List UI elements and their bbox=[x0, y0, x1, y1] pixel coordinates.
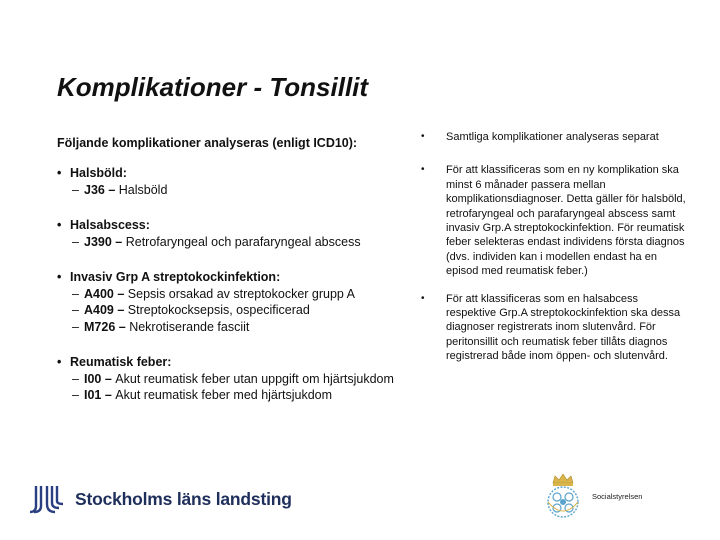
intro-text: Följande komplikationer analyseras (enligt ICD10): bbox=[57, 136, 358, 150]
sll-logo bbox=[30, 484, 292, 514]
diagnosis-description: Akut reumatisk feber utan uppgift om hjärtsjukdom bbox=[115, 371, 394, 386]
diagnosis-description: Halsböld bbox=[118, 182, 168, 197]
category-item bbox=[57, 269, 407, 335]
socialstyrelsen-logo-text: Socialstyrelsen bbox=[592, 491, 643, 501]
category-item bbox=[57, 354, 407, 404]
notes-list bbox=[421, 130, 686, 364]
diagnosis-list bbox=[70, 182, 407, 199]
diagnosis-item bbox=[70, 319, 407, 336]
diagnosis-code: J390 bbox=[84, 234, 112, 249]
diagnosis-separator: – bbox=[101, 388, 116, 402]
socialstyrelsen-logo bbox=[535, 472, 642, 520]
note-item: • För att klassificeras som en halsabcess respektive Grp.A streptokockinfektion ska dessa diagnoser registrerats inom slutenvård. För peritonsillit och reumatisk feber tillåts diagnos registrerad både inom öppen- och slutenvård. bbox=[421, 292, 686, 364]
diagnosis-separator: – bbox=[101, 371, 116, 386]
diagnosis-description: Nekrotiserande fasciit bbox=[129, 319, 250, 334]
sll-emblem-icon bbox=[30, 484, 70, 514]
diagnosis-list bbox=[70, 286, 407, 336]
diagnosis-code: J36 bbox=[84, 182, 105, 197]
diagnosis-description: Streptokocksepsis, ospecificerad bbox=[127, 303, 310, 317]
diagnosis-list bbox=[70, 371, 407, 404]
diagnosis-item bbox=[70, 182, 407, 199]
category-title: Invasiv Grp A streptokockinfektion: bbox=[70, 270, 281, 284]
diagnosis-separator: – bbox=[113, 286, 128, 301]
diagnosis-separator: – bbox=[104, 182, 119, 197]
diagnosis-item bbox=[70, 286, 407, 303]
note-item: • Samtliga komplikationer analyseras separat bbox=[421, 130, 686, 144]
diagnosis-item bbox=[70, 234, 407, 251]
complication-list bbox=[57, 165, 407, 423]
diagnosis-item bbox=[70, 387, 407, 404]
note-item: • För att klassificeras som en ny komplikation ska minst 6 månader passera mellan komplikationsdiagnoser. Detta gäller för halsböld, retrofaryngeal och parafaryngeal abscess samt invasiv Grp.A streptokockinfektion. För reumatisk feber selekteras endast individens första diagnos (dvs. individen kan i modellen endast ha en episod med reumatisk feber.) bbox=[421, 163, 686, 278]
diagnosis-separator: – bbox=[111, 234, 126, 249]
diagnosis-description: Retrofaryngeal och parafaryngeal abscess bbox=[125, 234, 361, 249]
diagnosis-separator: – bbox=[115, 319, 130, 334]
diagnosis-code: I01 bbox=[84, 388, 102, 402]
diagnosis-code: M726 bbox=[84, 319, 116, 334]
diagnosis-separator: – bbox=[113, 303, 128, 317]
category-item bbox=[57, 165, 407, 198]
diagnosis-code: A400 bbox=[84, 286, 114, 301]
sll-logo-text: Stockholms läns landsting bbox=[75, 488, 292, 509]
diagnosis-item bbox=[70, 302, 407, 319]
crown-emblem-icon bbox=[535, 472, 591, 520]
diagnosis-list bbox=[70, 234, 407, 251]
category-title: Reumatisk feber: bbox=[70, 355, 172, 369]
category-title: Halsabscess: bbox=[70, 218, 150, 232]
diagnosis-code: A409 bbox=[84, 303, 114, 317]
category-item bbox=[57, 217, 407, 250]
page-title: Komplikationer - Tonsillit bbox=[57, 72, 369, 102]
diagnosis-description: Sepsis orsakad av streptokocker grupp A bbox=[127, 286, 356, 301]
diagnosis-description: Akut reumatisk feber med hjärtsjukdom bbox=[115, 388, 333, 402]
diagnosis-code: I00 bbox=[84, 371, 102, 386]
category-title: Halsböld: bbox=[70, 166, 127, 180]
diagnosis-item bbox=[70, 371, 407, 388]
